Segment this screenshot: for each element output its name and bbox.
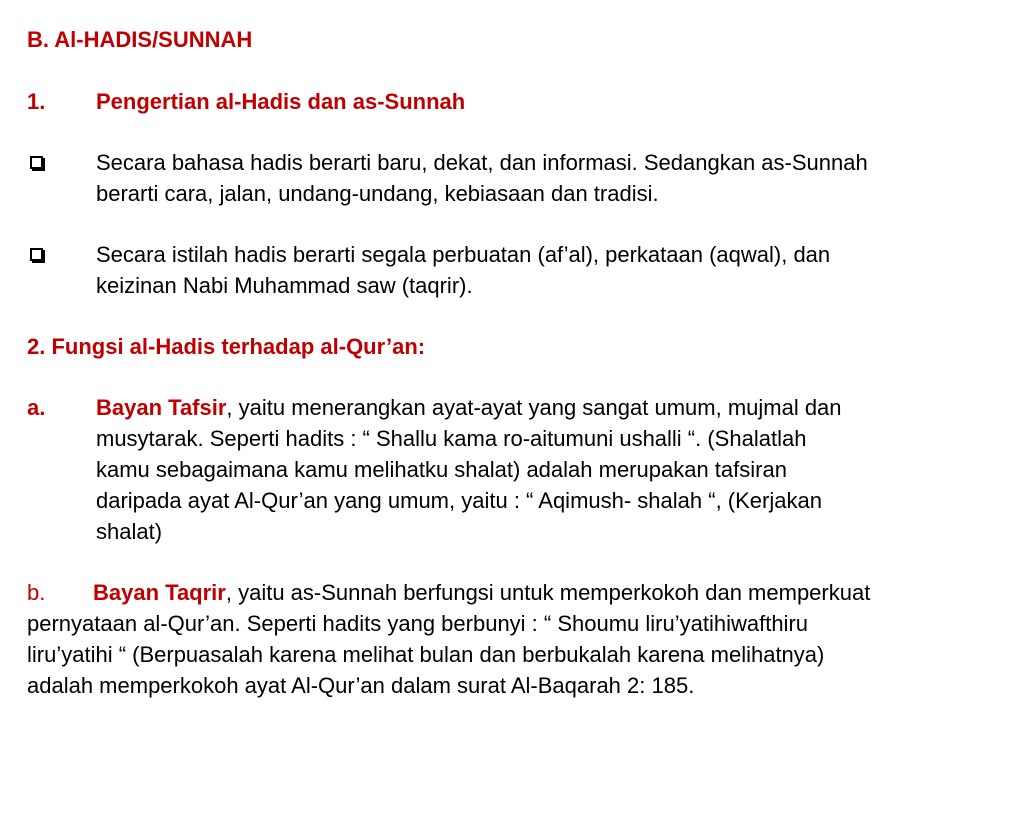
item-a-term: Bayan Tafsir xyxy=(96,395,227,420)
section1-title: Pengertian al-Hadis dan as-Sunnah xyxy=(96,89,466,114)
bullet2-line1: Secara istilah hadis berarti segala perbuatan (af’al), perkataan (aqwal), dan xyxy=(96,242,831,267)
item-a-line3: kamu sebagaimana kamu melihatku shalat) adalah merupakan tafsiran xyxy=(96,457,787,482)
item-b-term: Bayan Taqrir xyxy=(93,580,226,605)
item-b-line1-text: , yaitu as-Sunnah berfungsi untuk memperkokoh dan memperkuat xyxy=(225,580,871,605)
section2-title: 2. Fungsi al-Hadis terhadap al-Qur’an: xyxy=(27,334,426,359)
item-a-line1-text: , yaitu menerangkan ayat-ayat yang sangat umum, mujmal dan xyxy=(226,395,842,420)
section1-number: 1. xyxy=(27,89,46,114)
item-a-line5: shalat) xyxy=(96,519,163,544)
item-b-line3: liru’yatihi “ (Berpuasalah karena melihat bulan dan berbukalah karena melihatnya) xyxy=(27,642,825,667)
page-heading: B. Al-HADIS/SUNNAH xyxy=(27,27,253,52)
bullet2-line2: keizinan Nabi Muhammad saw (taqrir). xyxy=(96,273,473,298)
checkbox-bullet-icon xyxy=(30,248,43,261)
item-b-line4: adalah memperkokoh ayat Al-Qur’an dalam surat Al-Baqarah 2: 185. xyxy=(27,673,695,698)
item-b-marker: b. xyxy=(27,580,46,605)
checkbox-bullet-icon xyxy=(30,156,43,169)
bullet1-line2: berarti cara, jalan, undang-undang, kebiasaan dan tradisi. xyxy=(96,181,659,206)
bullet1-line1: Secara bahasa hadis berarti baru, dekat, dan informasi. Sedangkan as-Sunnah xyxy=(96,150,868,175)
item-a-marker: a. xyxy=(27,395,46,420)
item-b-line1 xyxy=(93,577,870,608)
item-a-line1 xyxy=(96,392,842,423)
item-a-line4: daripada ayat Al-Qur’an yang umum, yaitu : “ Aqimush- shalah “, (Kerjakan xyxy=(96,488,822,513)
item-a-line2: musytarak. Seperti hadits : “ Shallu kama ro-aitumuni ushalli “. (Shalatlah xyxy=(96,426,807,451)
item-b-line2: pernyataan al-Qur’an. Seperti hadits yang berbunyi : “ Shoumu liru’yatihiwafthiru xyxy=(27,611,809,636)
